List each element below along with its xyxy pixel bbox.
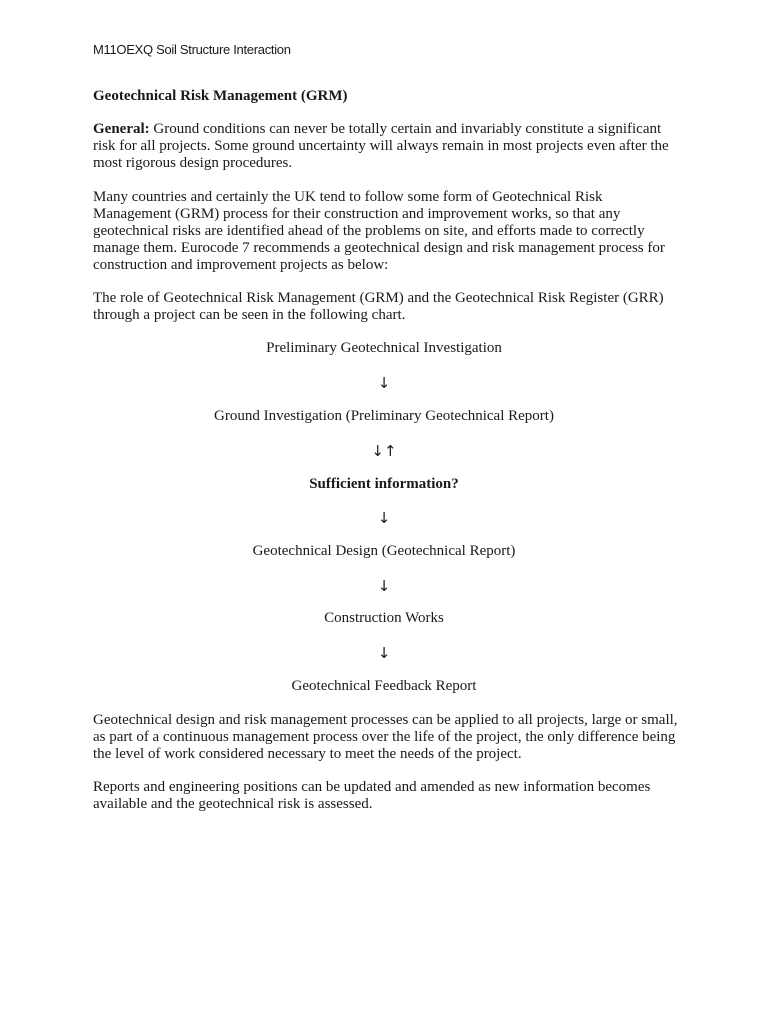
down-arrow-icon: ↓ [377,374,391,392]
flow-step-feedback-report: Geotechnical Feedback Report [291,678,477,694]
flow-step-preliminary-investigation: Preliminary Geotechnical Investigation [266,340,502,356]
up-down-arrow-icon: ↓↑ [371,442,397,460]
paragraph-design-processes: Geotechnical design and risk management processes can be applied to all projects, large or small, as part of a continuous management process over the life of the project, the only difference being the level of work considered necessary to meet the needs of the project. [93,712,678,762]
flow-step-ground-investigation: Ground Investigation (Preliminary Geotechnical Report) [214,408,554,424]
general-label: General: [93,121,150,137]
paragraph-grm-process: Many countries and certainly the UK tend to follow some form of Geotechnical Risk Management (GRM) process for their construction and improvement works, so that any geotechnical risks are identified ahead of the problems on site, and efforts made to correctly manage them. Eurocode 7 recommends a geotechnical design and risk management process for construction and improvement projects as below: [93,189,665,273]
paragraph-grm-role: The role of Geotechnical Risk Management (GRM) and the Geotechnical Risk Register (GRR) through a project can be seen in the following chart. [93,290,664,323]
flow-step-sufficient-information: Sufficient information? [309,476,459,492]
down-arrow-icon: ↓ [377,644,391,662]
paragraph-general [93,121,683,172]
document-title: Geotechnical Risk Management (GRM) [93,88,348,104]
flow-step-construction-works: Construction Works [324,610,444,626]
general-text: Ground conditions can never be totally certain and invariably constitute a significant risk for all projects. Some ground uncertainty will always remain in most projects even after the most rigorous design procedures. [93,121,669,171]
flow-step-geotechnical-design: Geotechnical Design (Geotechnical Report) [252,543,516,559]
down-arrow-icon: ↓ [377,577,391,595]
paragraph-reports: Reports and engineering positions can be updated and amended as new information becomes available and the geotechnical risk is assessed. [93,779,651,812]
down-arrow-icon: ↓ [377,509,391,527]
page-header: M11OEXQ Soil Structure Interaction [93,42,291,57]
